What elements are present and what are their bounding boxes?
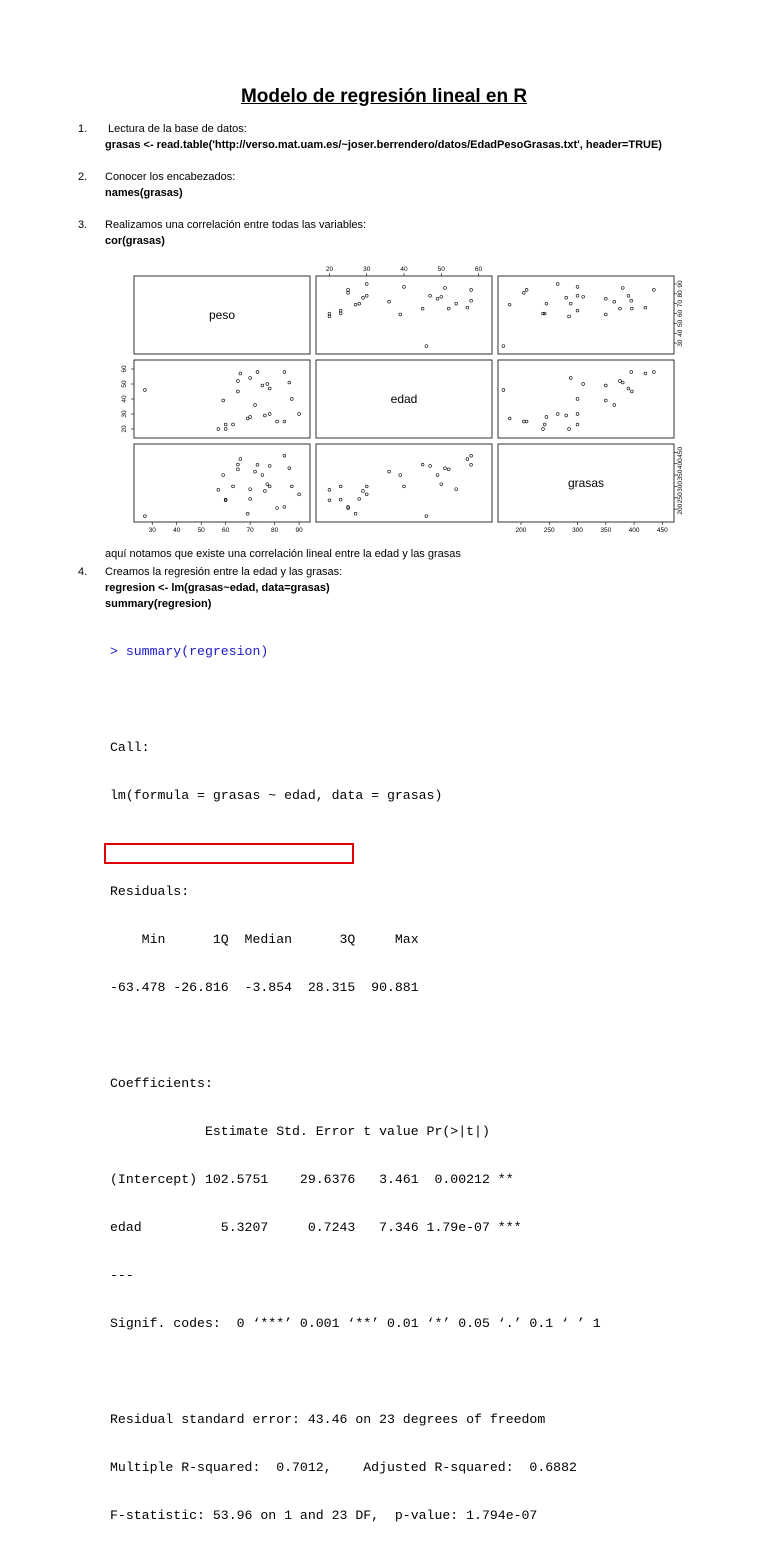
data-point [224,428,227,431]
data-point [283,505,286,508]
data-point [403,286,406,289]
x-tick-label: 80 [271,527,279,534]
y-tick-label: 70 [677,300,684,308]
data-point [388,300,391,303]
data-point [436,474,439,477]
y-tick-label: 40 [121,395,128,403]
data-point [630,371,633,374]
data-point [283,454,286,457]
data-point [246,512,249,515]
data-point [268,465,271,468]
matrix-panel [134,444,310,522]
console-line: --- [110,1268,134,1283]
data-point [249,416,252,419]
data-point [568,315,571,318]
data-point [388,470,391,473]
variable-label-peso: peso [208,308,236,322]
data-point [263,490,266,493]
data-point [339,498,342,501]
data-point [569,377,572,380]
step-1-code: grasas <- read.table('http://verso.mat.uam.es/~joser.berrendero/datos/EdadPesoGrasas.txt', header=TRUE) [105,139,662,151]
data-point [604,384,607,387]
console-line: Residual standard error: 43.46 on 23 degrees of freedom [110,1412,546,1427]
data-point [604,399,607,402]
data-point [362,296,365,299]
data-point [470,454,473,457]
data-point [619,380,622,383]
page-title: Modelo de regresión lineal en R [240,86,528,107]
y-tick-label: 30 [121,410,128,418]
data-point [298,413,301,416]
data-point [576,309,579,312]
step-4-code: regresion <- lm(grasas~edad, data=grasas) [105,582,330,594]
data-point [508,417,511,420]
data-point [362,490,365,493]
data-point [440,295,443,298]
data-point [276,420,279,423]
data-point [502,345,505,348]
y-tick-label: 200 [677,503,684,515]
x-tick-label: 60 [474,266,483,273]
data-point [365,283,368,286]
data-point [436,297,439,300]
data-point [339,312,342,315]
data-point [576,294,579,297]
data-point [266,483,269,486]
x-tick-label: 30 [363,266,371,273]
data-point [630,299,633,302]
data-point [263,414,266,417]
data-point [347,291,350,294]
data-point [399,313,402,316]
console-line: edad 5.3207 0.7243 7.346 1.79e-07 *** [110,1220,522,1235]
data-point [288,381,291,384]
step-3-text: Realizamos una correlación entre todas las variables: [105,219,367,231]
y-tick-label: 30 [677,339,684,347]
data-point [256,371,259,374]
x-tick-label: 250 [543,527,555,534]
data-point [254,404,257,407]
data-point [576,286,579,289]
data-point [268,387,271,390]
data-point [470,299,473,302]
x-tick-label: 40 [400,266,408,273]
data-point [576,413,579,416]
data-point [576,423,579,426]
data-point [444,467,447,470]
data-point [542,428,545,431]
console-line: Coefficients: [110,1076,213,1091]
data-point [237,468,240,471]
data-point [455,488,458,491]
data-point [613,404,616,407]
correlation-note: aquí notamos que existe una correlación lineal entre la edad y las grasas [105,548,461,560]
data-point [556,413,559,416]
console-line: Min 1Q Median 3Q Max [110,932,419,947]
y-tick-label: 20 [121,425,128,433]
data-point [421,307,424,310]
data-point [328,312,331,315]
x-tick-label: 30 [148,527,156,534]
data-point [425,345,428,348]
y-tick-label: 50 [121,380,128,388]
data-point [627,294,630,297]
data-point [440,483,443,486]
data-point [545,302,548,305]
data-point [630,390,633,393]
y-tick-label: 400 [677,458,684,470]
data-point [604,297,607,300]
data-point [644,372,647,375]
x-tick-label: 70 [246,527,254,534]
step-3-code: cor(grasas) [105,235,165,247]
matrix-panel [316,444,492,522]
matrix-panel [134,360,310,438]
data-point [249,377,252,380]
data-point [232,485,235,488]
step-3-number: 3. [78,219,88,231]
y-tick-label: 40 [677,329,684,337]
x-tick-label: 50 [437,266,445,273]
data-point [239,372,242,375]
data-point [621,381,624,384]
y-tick-label: 80 [677,290,684,298]
data-point [522,291,525,294]
x-tick-label: 200 [515,527,527,534]
data-point [556,283,559,286]
data-point [604,313,607,316]
data-point [237,390,240,393]
data-point [328,315,331,318]
step-2-code: names(grasas) [105,187,183,199]
console-line: Call: [110,740,150,755]
data-point [268,413,271,416]
step-2-text: Conocer los encabezados: [105,171,236,183]
data-point [224,423,227,426]
data-point [447,307,450,310]
console-line [110,1028,601,1044]
data-point [399,474,402,477]
x-tick-label: 50 [197,527,205,534]
data-point [621,287,624,290]
step-4-number: 4. [78,566,88,578]
data-point [283,420,286,423]
data-point [261,474,264,477]
x-tick-label: 450 [656,527,668,534]
data-point [358,302,361,305]
x-tick-label: 90 [295,527,303,534]
data-point [652,371,655,374]
x-tick-label: 300 [572,527,583,534]
r-console-output [110,612,601,1556]
data-point [627,387,630,390]
x-tick-label: 400 [628,527,640,534]
data-point [283,371,286,374]
data-point [266,383,269,386]
data-point [525,288,528,291]
data-point [466,458,469,461]
data-point [249,488,252,491]
data-point [254,470,257,473]
data-point [569,302,572,305]
data-point [222,399,225,402]
data-point [576,398,579,401]
data-point [365,294,368,297]
data-point [261,384,264,387]
data-point [466,306,469,309]
data-point [421,463,424,466]
matrix-panel [498,360,674,438]
r-squared-highlight-box [104,843,354,864]
y-tick-label: 60 [677,309,684,318]
data-point [354,303,357,306]
data-point [217,488,220,491]
data-point [565,296,568,299]
data-point [365,493,368,496]
data-point [239,458,242,461]
scatter-matrix-plot [108,260,698,545]
data-point [630,307,633,310]
y-tick-label: 300 [677,480,684,492]
console-line: Estimate Std. Error t value Pr(>|t|) [110,1124,490,1139]
console-line [110,1364,601,1380]
step-4-code-summary: summary(regresion) [105,598,212,610]
data-point [276,507,279,510]
step-1-text: Lectura de la base de datos: [108,123,247,135]
data-point [582,295,585,298]
data-point [508,303,511,306]
variable-label-edad: edad [390,392,418,406]
data-point [525,420,528,423]
data-point [582,383,585,386]
data-point [568,428,571,431]
data-point [444,287,447,290]
x-tick-label: 350 [600,527,612,534]
data-point [339,485,342,488]
data-point [347,288,350,291]
matrix-panel [498,276,674,354]
data-point [429,465,432,468]
data-point [222,474,225,477]
data-point [339,309,342,312]
data-point [290,398,293,401]
step-2-number: 2. [78,171,88,183]
data-point [143,389,146,392]
x-tick-label: 60 [222,527,230,534]
data-point [403,485,406,488]
data-point [613,300,616,303]
step-1-number: 1. [78,123,88,135]
data-point [288,467,291,470]
data-point [354,512,357,515]
y-tick-label: 350 [677,469,684,481]
data-point [232,423,235,426]
data-point [545,416,548,419]
y-tick-label: 450 [677,446,684,458]
x-tick-label: 40 [173,527,181,534]
data-point [268,485,271,488]
data-point [217,428,220,431]
console-line: Multiple R-squared: 0.7012, Adjusted R-squared: 0.6882 [110,1460,577,1475]
data-point [470,288,473,291]
data-point [522,420,525,423]
console-line: F-statistic: 53.96 on 1 and 23 DF, p-value: 1.794e-07 [110,1508,538,1523]
console-prompt: > summary(regresion) [110,644,269,659]
y-tick-label: 50 [677,319,684,327]
data-point [143,515,146,518]
console-line: (Intercept) 102.5751 29.6376 3.461 0.00212 ** [110,1172,514,1187]
data-point [358,498,361,501]
y-tick-label: 60 [121,365,128,373]
y-tick-label: 90 [677,280,684,288]
data-point [455,302,458,305]
data-point [298,493,301,496]
console-line [110,692,601,708]
data-point [619,307,622,310]
data-point [256,463,259,466]
console-line: Residuals: [110,884,190,899]
matrix-panel [316,276,492,354]
data-point [543,423,546,426]
data-point [644,306,647,309]
data-point [365,485,368,488]
data-point [328,488,331,491]
data-point [328,499,331,502]
data-point [502,389,505,392]
data-point [565,414,568,417]
console-line: -63.478 -26.816 -3.854 28.315 90.881 [110,980,419,995]
variable-label-grasas: grasas [567,476,605,490]
data-point [290,485,293,488]
data-point [249,498,252,501]
data-point [470,463,473,466]
data-point [429,294,432,297]
data-point [237,463,240,466]
y-tick-label: 250 [677,492,684,504]
data-point [425,515,428,518]
data-point [447,468,450,471]
data-point [237,380,240,383]
data-point [652,288,655,291]
console-line: Signif. codes: 0 ‘***’ 0.001 ‘**’ 0.01 ‘*’ 0.05 ‘.’ 0.1 ‘ ’ 1 [110,1316,601,1331]
console-line: lm(formula = grasas ~ edad, data = grasas) [110,788,443,803]
step-4-text: Creamos la regresión entre la edad y las grasas: [105,566,343,578]
x-tick-label: 20 [325,266,334,273]
